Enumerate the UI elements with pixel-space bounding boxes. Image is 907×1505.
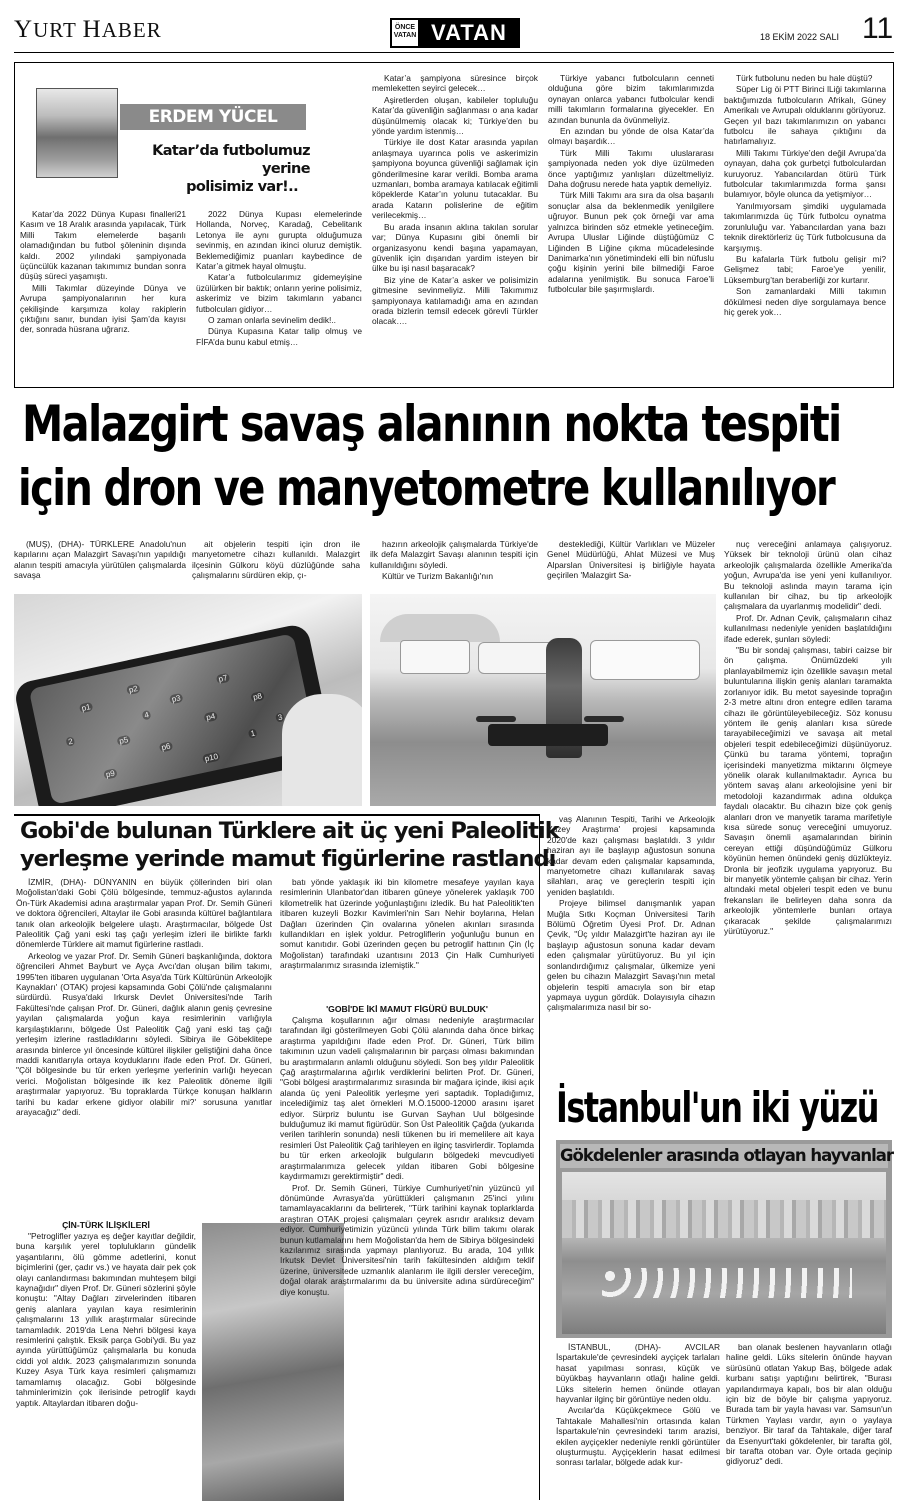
umbrella <box>380 614 500 642</box>
paragraph: Türk Milli Takımı uluslararası şampiyonada neden yok diye üzülmeden önce yaptığımız yanlışları düzeltmeliyiz. Daha doğrusu nerede hata yaptık demeliyiz. <box>548 147 714 190</box>
paragraph: Aşiretlerden oluşan, kabileler topluluğu Katar’da güvenliğin sağlanması o ana kadar düşünülmemiş olacak ki; Türkiye’den bu yönde yardım istenmiş… <box>372 94 538 137</box>
column-text-1 <box>20 209 186 381</box>
malazgirt-text-4 <box>547 539 715 587</box>
column-title-line2: polisimiz var!.. <box>186 179 298 195</box>
section-title-part: URT <box>33 18 83 42</box>
column-text-2 <box>196 209 362 381</box>
map-point-label: 1 <box>249 728 256 739</box>
map-point-label: p10 <box>203 751 219 764</box>
paragraph: Türkiye ile dost Katar arasında yapılan anlaşmaya uyarınca polis ve askerimizin şampiyona boyunca güvenliği sağlamak için gönderilmesine karar verildi. Bomba arama uzmanları, bomba aramaya katılacak eğitimli köpeklerde Katar’ın yolunu tutacaklar. Bu arada Katarın polislerine de eğitim verilecekmiş… <box>372 137 538 221</box>
paragraph: Avcılar'da Küçükçekmece Gölü ve Tahtakale Mahallesi'nin ortasında kalan İspartakule'nin çevresindeki tarım arazisi, ekilen ayçiçekler nedeniyle renkli görüntüler oluşturmuştu. Ayçiçeklerin hasat edilmesi sonrası tarlalar, bölgede adak kur- <box>556 1405 720 1468</box>
section-title-part2: ABER <box>101 18 162 42</box>
map-point-label: p9 <box>105 768 116 780</box>
map-point-label: p7 <box>217 673 229 684</box>
paragraph: Bu arada insanın aklına takılan sorular var; Dünya Kupasını gibi önemli bir organizasyonu kendi başına yapamayan, güvenlik için dışarıdan yardim isteyen bir ülke bu işi nasıl başaracak? <box>372 221 538 274</box>
gobi-subtitle-1: ÇİN-TÜRK İLİŞKİLERİ <box>62 1220 150 1230</box>
paragraph: ban olanak beslenen hayvanların otlağı haline geldi. Lüks sitelerin önünde hayvan sürüsünü otlatan Yakup Baş, bölgede adak kurbanı satışı yaptığını belirtirek, "Burası yapılandırmaya kapalı, bos bir alan olduğu için biz de böyle bir çalışma yapıyoruz. Burada tam bir yayla havası var. Samsun'un Türkmen Yaylası vardır, ayın o yaylaya benziyor. Bir taraf da Tahtakale, diğer taraf da Esenyurt'taki gökdelenler, bir tarafta göl, bir tarafta otoban var. Öyle ortada geçinip gidiyoruz" dedi. <box>726 1342 892 1467</box>
malazgirt-headline-line2: için dron ve manyetometre kullanılıyor <box>18 459 835 517</box>
paragraph: ait objelerin tespiti için dron ile manyetometre cihazı kullanıldı. Malazgirt ilçesinin Gülkoru köyü düzlüğünde saha çalışmalarını sürdüren ekip, çı- <box>192 539 360 581</box>
map-point-label: p6 <box>160 741 172 753</box>
malazgirt-text-1 <box>14 539 186 587</box>
paragraph: batı yönde yaklaşık iki bin kilometre mesafeye yayılan kaya resimlerinin Ulanbator'dan itibaren güneye yönelerek yaklaşık 700 kilometrelik hat üzerinde yoğunlaştığını izledik. Bu hat Paleolitik'ten itibaren kuzeyli Bozkır Kavimleri'nin Sarı Nehir boylarına, Helan Dağları üzerinden Çin ovalarına yönelen akınları sırasında kullandıkları en işlek yoldur. Petrogliflerin yoğunluğu bunun en somut kanıtıdır. Gobi üzerinden geçen bu petroglif hattının Çin (İç Moğolistan) tarafındaki uzantısını 2013 Çin Halk Cumhuriyeti araştırmalarımız sırasında izlemiştik." <box>280 877 534 971</box>
malazgirt-text-2 <box>192 539 360 587</box>
logo-badge: ÖNCE VATAN <box>392 20 420 46</box>
column-text-5 <box>724 73 886 383</box>
map-point-label: 2 <box>67 736 74 747</box>
map-point-label: 4 <box>143 710 150 720</box>
malazgirt-text-5 <box>547 814 715 1072</box>
map-point-label: p8 <box>252 691 263 703</box>
skyline <box>562 1200 886 1238</box>
paragraph: "Petroglifler yazıya eş değer kayıtlar değildir, buna karşılık yerel toplulukların gündelik yaşantılarını, ölü gömme adetlerini, konut biçimlerini (ger, çadır vs.) ve hayata dair pek çok olayı canlandırması bakımından muhteşem bilgi kaynağıdır" diyen Prof. Dr. Güneri sözlerini şöyle konuştu: "Altay Dağları zirvelerinden itibaren geniş alanlara yayılan kaya resimlerinin çalışmalarını 13 yıllık araştırmalar sürecinde tamamladık. 2019'da Lena Nehri bölgesi kaya resimlerini çalıştık. Eksik parça Gobi'ydi. Bu yaz ayında yürüttüğümüz çalışmalarla bu konuda ciddi yol aldık. 2023 çalışmalarımızın sonunda Kuzey Asya Türk kaya resimleri çalışmamızı tamamlamış olacağız. Gobi bölgesinde tahminlerimizin çok ilerisinde petroglif kaydı yaptık. Altaylardan itibaren doğu- <box>16 1231 196 1408</box>
malazgirt-text-3 <box>370 539 538 587</box>
paragraph: Prof. Dr. Adnan Çevik, çalışmaların cihaz kullanılması nedeniyle yeniden başlatıldığını ifade ederek, şunları söyledi: <box>724 612 892 644</box>
drone <box>488 724 608 746</box>
paragraph: Çalışma koşullarının ağır olması nedeniyle araştırmacılar tarafından ilgi gösterilmeyen Gobi Çölü alanında daha önce birkaç araştırma yapıldığını ifade eden Prof. Dr. Güneri, Türk bilim takımının uzun vadeli çalışmalarının bir parçası olması bakımından bu araştırmaların anlamlı olduğunu söyledi. Son beş yıldır Paleolitik Çağ araştırmalarına ağırlık verdiklerini belirten Prof. Dr. Güneri, "Gobi bölgesi araştırmalarımız sırasında bir mağara içinde, ikisi açık alanda üç yeni Paleolitik yerleşme yeri saptadık. Topladığımız, incelediğimiz taş alet örnekleri M.Ö.15000-12000 arasını işaret ediyor. Sürpriz buluntu ise Gurvan Sayhan Uul bölgesinde bulduğumuz iki mamut figürüdür. Son Üst Paleolitik Çağda (yukarıda verilen tarihlerin sonunda) nesli tükenen bu iri memelilere ait kaya resimleri Üst Paleolitik Çağ tarihleyen en ilginç tasvirlerdir. Toplamda bu tür erken arkeolojik bulguların bölgedeki mevcudiyeti araştırmalarımıza gelecek yıldan itibaren Gobi bölgesine kaydırmamızı gerektirmiştir" dedi. <box>280 1015 534 1182</box>
paragraph: Prof. Dr. Semih Güneri, Türkiye Cumhuriyeti'nin yüzüncü yıl dönümünde Avrasya'da yürüttükleri çalışmanın 25'inci yılını tamamlayacaklarını da belirterek, "Türk tarihini kaynak toplarklarda araştıran OTAK projesi çalışmaları çeyrek asrıdır aralıksız devam ediyor. Cumhuriyetimizin yüzüncü yılında Türk bilim takımı olarak bunun kutlamalarını hem Moğolistan'da hem de Sibirya bölgesindeki kazılarımız sırasında yapmayı planlıyoruz. Bu arada, 104 yıllık Irkutsk Devlet Üniversitesi'nin tarih fakültesinden aldığım teklif üzerine, üniversitede uzmanlık alanlarım ile ilgili dersler vereceğim, doğal olarak araştırmalarımı da bu üniversite adına sürdüreceğim" diye konuştu. <box>280 1182 534 1297</box>
istanbul-headline: İstanbul'un iki yüzü <box>556 1083 878 1132</box>
paragraph: Milli Takımı Türkiye’den değil Avrupa’da oynayan, daha çok gurbetçi futbolculardan kuruyoruz. Yabancılardan ötürü Türk futbolcular takımlarımızda forma şansı bulamıyor, böyle olunca da yetişmiyor… <box>724 147 886 200</box>
section-title-initial: Y <box>14 16 34 43</box>
issue-date: 18 EKİM 2022 SALI <box>760 32 840 42</box>
paragraph: Yanılmıyorsam şimdiki uygulamada takımlarımızda üç Türk futbolcu oynatma zorunluluğu var. Yabancılardan yana bazı teknik direktörleriz üç Türk futbolcusuna da karşıymış. <box>724 200 886 253</box>
map-point-label: p4 <box>205 711 216 723</box>
paragraph: Türk futbolunu neden bu hale düştü? <box>736 73 873 83</box>
column-text-3 <box>372 73 538 383</box>
map-point-label: p3 <box>170 693 182 704</box>
column-text-4 <box>548 73 714 383</box>
paragraph: Türk Milli Takımı ara sıra da olsa başarılı sonuçlar alsa da beklenmedik yenilgilere uğruyor. Bunun pek çok örneği var ama yalnızca birinden söz etmekle yetineceğim. Avrupa Uluslar Liğinde düştüğümüz C Liğinden B Liğine çıkma mücadelesinde Danimarka’nın yönetimindeki elli bin nüfuslu çoğu kişinin yerini bile bilmediği Faroe adalarına yenilmiştik. Bu sonuca Faroe’li futbolcular bile şaşırmışlardı. <box>548 190 714 295</box>
paragraph: En azından bu yönde de olsa Katar’da olmayı başardık… <box>548 126 714 147</box>
paragraph: Son zamanlardaki Milli takımın dökülmesi neden diye sorgulamaya bence hiç gerek yok… <box>724 286 886 317</box>
map-point-label: p1 <box>80 702 92 713</box>
paragraph: (MUŞ), (DHA)- TÜRKLERE Anadolu'nun kapılarını açan Malazgirt Savaşı'nın yapıldığı alanın tespiti amacıyla yürütülen çalışmalarda savaşa <box>14 539 186 581</box>
column-title-line1: Katar’da futbolumuz yerine <box>152 143 310 177</box>
paragraph: Katar’a futbolcularımız gidemeyişine üzülürken bir baktık; onların yerine polisimiz, askerimiz ve bizim takımların yabancı futbolcuları gidiyor… <box>196 272 362 314</box>
paragraph: "Bu bir sondaj çalışması, tabiri caizse bir ön çalışma. Önümüzdeki yılı planlayabilmemiz için özellikle savaşın metal buluntularına ilişkin geniş alanları taramakta zorlanıyor idik. Bu metot sayesinde toprağın 2-3 metre altını dron entegre edilen tarama cihazı ile görüntüleyebileceğiz. Söz konusu yöntem ile geniş alanları kısa sürede tarayabileceğimizi ve savaşa ait metal objeleri tespit edebileceğimizi düşünüyoruz. Çünkü bu tarama yöntemi, toprağın içerisindeki manyetizma miktarını ölçmeye yönelik olarak kullanılmaktadır. Ayrıca bu yöntem savaş alanı arkeolojisine yeni bir metodoloji kazandırmak adına oldukça faydalı olacaktır. Bu cihazın bize çok geniş alanları dron ve manyetik tarama marifetiyle kısa sürede sonuç vereceğini umuyoruz. Savaşın önemli aşamalarından birinin cereyan ettiği düşündüğümüz Gülkoru köyünün hemen önündeki geniş düzlükteyiz. Dronla bir jeofizik uygulama yapıyoruz. Bu bir manyetik yöntemle çalışan bir cihaz. Yerin altındaki metal objeleri tespit eden ve bunu frekansları ile belirleyen daha sonra da arkeolojik yöntemlerle bunları ortaya çıkaracak şekilde çalışmalarımızı yürütüyoruz." <box>724 645 892 937</box>
drone-field-photo <box>370 594 716 806</box>
gobi-text-2 <box>280 877 534 1001</box>
gobi-text-1b <box>16 1231 196 1501</box>
author-photo <box>36 88 118 178</box>
author-name: ERDEM YÜCEL <box>148 107 278 127</box>
paragraph: Katar’da 2022 Dünya Kupası finalleri21 Kasım ve 18 Aralık arasında yapılacak, Türk Milli Takım elemelerde başarılı olamadığından bu futbol şöleninin dışında kaldı. 2002 yılındaki şampiyonada üçüncülük kazanan takımımız bundan sonra düşüş süreci yaşamıştı. <box>20 209 186 282</box>
car-2 <box>590 640 700 680</box>
phone-map-photo <box>14 594 362 806</box>
skyline-grazing-photo <box>562 1172 886 1334</box>
paragraph: vaş Alanının Tespiti, Tarihi ve Arkeolojik Yüzey Araştırma' projesi kapsamında 2020'de kazı çalışması başlatıldı. 3 yıldır haziran ayı ile başlayıp ağustosun sonuna kadar devam eden çalışmalar kapsamında, manyetometre cihazı kullanılarak savaş silahları, araç ve gereçlerin tespiti için yeniden başlatıldı. <box>547 814 715 897</box>
istanbul-text-2 <box>726 1342 892 1502</box>
istanbul-text-1 <box>556 1342 720 1502</box>
paragraph: Projeye bilimsel danışmanlık yapan Muğla Sıtkı Koçman Üniversitesi Tarih Bölümü Öğretim Üyesi Prof. Dr. Adnan Çevik, "Üç yıldır Malazgirt'te haziran ayı ile başlayıp ağustosun sonuna kadar devam eden çalışmalar yürütüyoruz. Bu yıl için sonlandırdığımız çalışmalar, ülkemize yeni gelen bu cihazın Malazgirt Savaşı'nın metal objelerin tespiti amacıyla son bir etap yapmaya uygun gördük. Dolayısıyla cihazın çalışmalarımıza nasıl bir so- <box>547 898 715 1013</box>
istanbul-subheadline: Gökdelenler arasında otlayan hayvanlar <box>560 1144 888 1168</box>
header-rule <box>14 52 894 53</box>
section-title-initial2: H <box>82 16 102 43</box>
paragraph: desteklediği, Kültür Varlıkları ve Müzeler Genel Müdürlüğü, Ahlat Müzesi ve Muş Alparslan Üniversitesi iş birliğiyle hayata geçirilen 'Malazgirt Sa- <box>547 539 715 581</box>
gobi-headline-line1: Gobi'de bulunan Türklere ait üç yeni Paleolitik <box>20 818 559 844</box>
paragraph: hazırın arkeolojik çalışmalarda Türkiye'de ilk defa Malazgirt Savaşı alanının tespiti için kullanıldığını söyledi. <box>370 539 538 570</box>
paragraph: Biz yine de Katar’a asker ve polisimizin gitmesine sevinmeliyiz. Milli Takımımız şampiyonaya katılamadığı ama en azından orada bizlerin temsil edecek görevli Türkler olacak…. <box>372 274 538 327</box>
section-title <box>14 16 162 44</box>
van <box>400 640 470 674</box>
gobi-text-1 <box>16 877 272 1215</box>
gobi-text-2b <box>280 1015 534 1501</box>
paragraph: İSTANBUL, (DHA)- AVCILAR İspartakule'de çevresindeki ayçiçek tarlaları hasat yapılması sonrası, küçük ve büyükbaş hayvanların otlağı haline geldi. Lüks sitelerin hemen önünde otlayan hayvanlar ilginç bir görüntüye neden oldu. <box>556 1342 720 1405</box>
paragraph: Arkeolog ve yazar Prof. Dr. Semih Güneri başkanlığında, doktora öğrencileri Ahmet Bayburt ve Ayça Avcı'dan oluşan bilim takımı, 1995'ten itibaren uygulanan 'Orta Asya'da Türk Kültürünün Arkeolojik Kaynakları' (OTAK) projesi kapsamında Gobi Çölü'nde çalışmalarını sürdürdü. Rusya'daki Irkursk Devlet Üniversitesi'nde Tarih Fakültesi'nde çalışan Prof. Dr. Güneri, dağlık alanın geniş çevresine yayılan çalışmalarda yoğun kaya resimlerinin varlığıyla karşılaştıklarını, bölgede Üst Paleolitik Çağ yani eski taş çağı yerleşim izlerine rastladıklarını söyledi. Sibirya ile Göbeklitepe arasında binlerce yıl öncesinde kültürel ilişkiler geliştiğini daha önce maddi kanıtlarıyla ortaya koyduklarını ifade eden Prof. Dr. Güneri, "Çöl bölgesinde bu tür erken yerleşme yerlerinin varlığı heyecan verici. Moğolistan bölgesinde ilk kez Paleolitik döneme ilgili araştırmalar yapıyoruz. 'Bu topraklarda Türkçe konuşan halkların tarihi bu kadar erkene gidiyor olabilir mi?' sorusuna yanıtlar arayacağız" dedi. <box>16 950 272 1117</box>
page-number: 11 <box>862 12 894 45</box>
paragraph: Kültür ve Turizm Bakanlığı'nın <box>382 571 493 582</box>
paragraph: Milli Takımlar düzeyinde Dünya ve Avrupa şampiyonalarının her kura çekilişinde karşımıza kolay rakiplerin çıktığını sanır, bundan iyisi Şam’da kayısı der, sonrada hüsrana uğrarız. <box>20 282 186 335</box>
paragraph: Bu kafalarla Türk futbolu gelişir mi? Gelişmez tabi; Faroe’ye yenilir, Lüksemburg’tan beraberliği zor kurtarır. <box>724 253 886 285</box>
paragraph: Süper Lig öi PTT Birinci lLiği takımlarına baktığımızda futbolcuların Afrikalı, Güney Amerikalı ve Avrupalı olduklarını görüyoruz. Geçen yıl bazı takımlarımızın on yabancı futbolcu ile sahaya çıktığını da hatırlamalıyız. <box>724 84 886 147</box>
map-point-label: p2 <box>127 684 139 695</box>
herd <box>602 1268 852 1298</box>
paragraph: İZMİR, (DHA)- DÜNYANIN en büyük çöllerinden biri olan Moğolistan'daki Gobi Çölü bölgesinde, temmuz-ağustos aylarında Ön-Türk Akademisi adına araştırmalar yapan Prof. Dr. Semih Güneri ve doktora öğrencileri, Altaylar ile Gobi arasında kültürel bağlantılara tanık olan arkeolojik belgelere ulaştı. Araştırmacılar, bölgede Üst Paleolitik Çağ yani eski taş çağı yerleşim izleri ile birlikte farklı dönemlerde Türklere ait mamut figürlerine rastladı. <box>16 877 272 950</box>
malazgirt-headline-line1: Malazgirt savaş alanının nokta tespiti <box>22 395 841 453</box>
column-title <box>118 142 310 196</box>
gobi-headline-line2: yerleşme yerinde mamut figürlerine rastlandı <box>20 846 556 872</box>
map-point-label: 3 <box>276 712 284 723</box>
paragraph: 2022 Dünya Kupası elemelerinde Hollanda, Norveç, Karadağ, Cebelitarık Letonya ile aynı gurupta olduğumuza sevinmiş, en azından ikinci oluruz demiştik. Beklemediğimiz puanları kaybedince de Katar’a gitmek hayal olmuştu. <box>196 209 362 272</box>
paragraph: Türkiye yabancı futbolcuların cenneti olduğuna göre bizim takımlarımızda oynayan onlarca yabancı futbolcular kendi milli takımların formalarına giyecekler. En azından bununla da övünmeliyiz. <box>548 73 714 125</box>
logo-text: VATAN <box>420 20 518 46</box>
paragraph: Katar’a şampiyona süresince birçok memleketten seyirci gelecek… <box>372 73 538 94</box>
paragraph: Dünya Kupasına Katar talip olmuş ve FİFA’da bunu kabul etmiş… <box>196 326 362 347</box>
malazgirt-text-6 <box>724 539 892 1239</box>
paragraph: O zaman onlarla sevinelim dedik!.. <box>208 315 337 326</box>
gobi-subtitle-2: 'GOBİ'DE İKİ MAMUT FİGÜRÜ BULDUK' <box>326 1004 488 1014</box>
map-point-label: p5 <box>118 735 129 746</box>
paragraph: nuç vereceğini anlamaya çalışıyoruz. Yüksek bir teknoloji ürünü olan cihaz arkeolojik çalışmalarda özellikle Amerika'da yoğun, Avrupa'da ise yeni yeni kullanılıyor. Bu teknoloji aslında mayın tarama için kullanılan bir cihaz, bu tip arkeolojik çalışmalara da uyarlanmış modelidir" dedi. <box>724 539 892 612</box>
newspaper-logo <box>390 18 520 48</box>
